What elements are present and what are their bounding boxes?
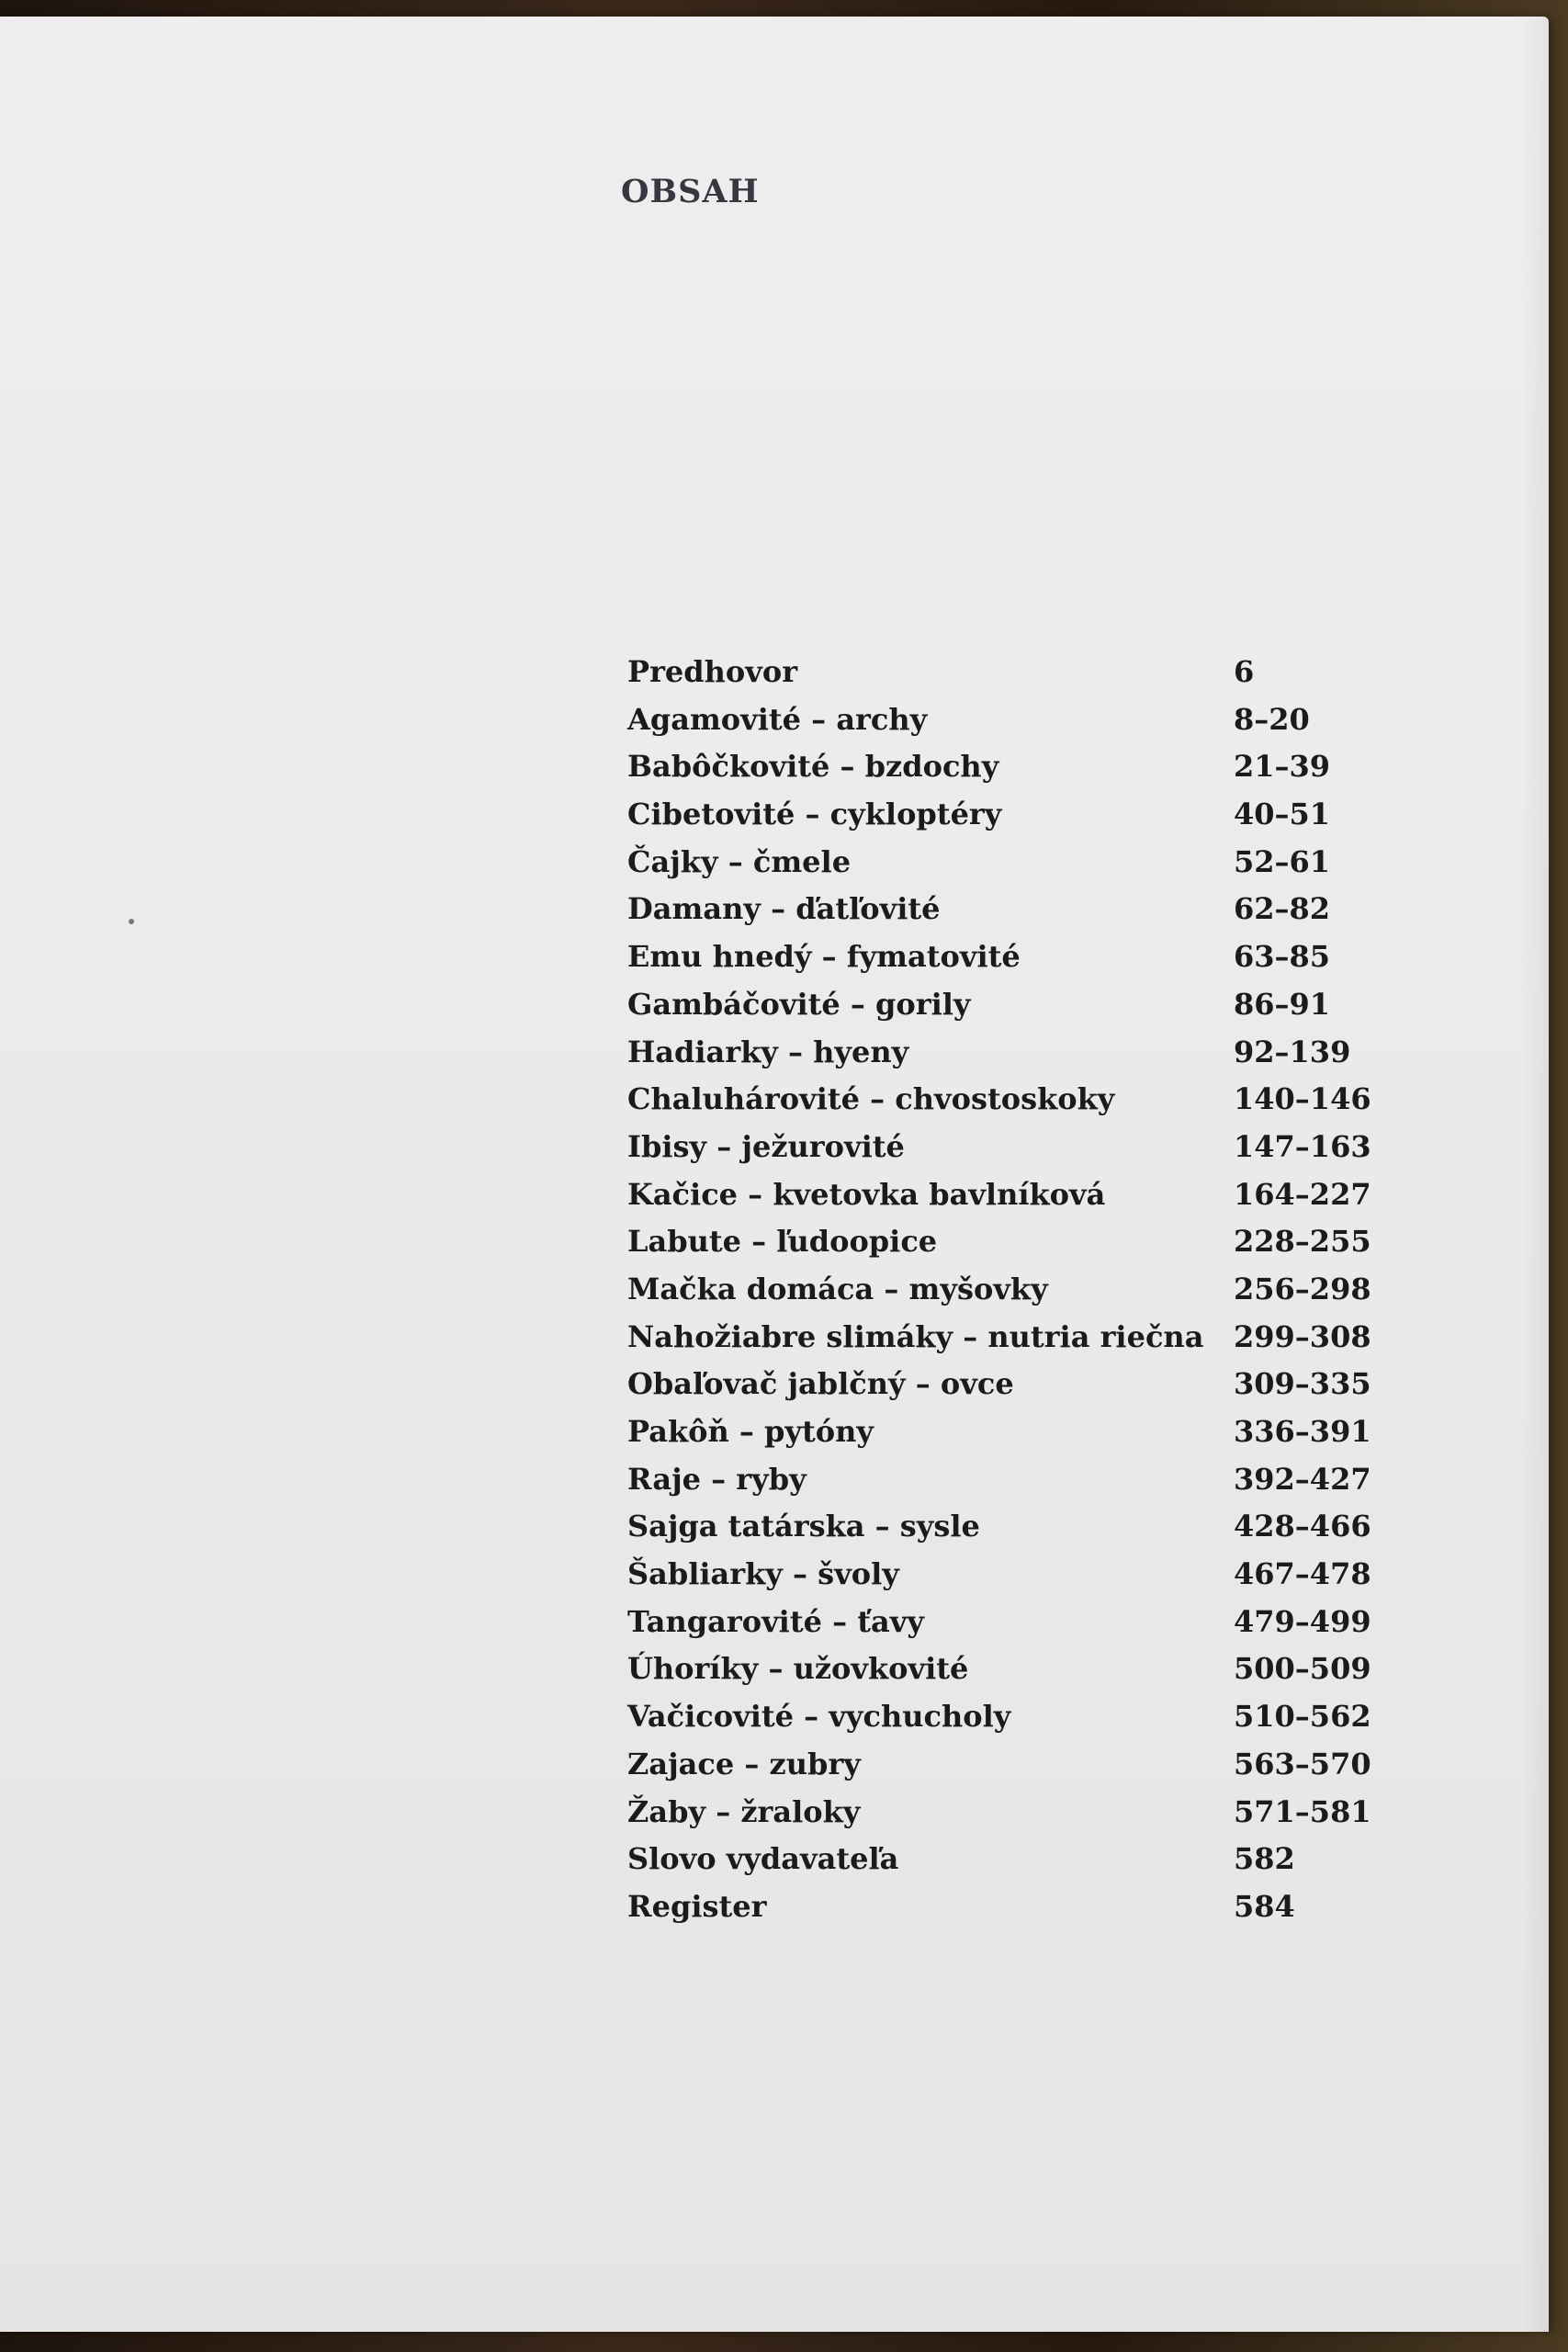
toc-entry	[627, 1171, 1436, 1219]
toc-entry-title: Zajace – zubry	[627, 1746, 861, 1781]
toc-entry-title: Pakôň – pytóny	[627, 1414, 874, 1449]
toc-entry-title: Tangarovité – ťavy	[627, 1603, 924, 1639]
toc-entry-title: Úhoríky – užovkovité	[627, 1651, 969, 1687]
toc-entry	[627, 1599, 1436, 1646]
toc-entry	[627, 1218, 1436, 1266]
toc-entry-pages: 6	[1234, 654, 1255, 689]
toc-entry-title: Hadiarky – hyeny	[627, 1034, 909, 1069]
toc-entry	[627, 1836, 1436, 1883]
toc-entry-title: Babôčkovité – bzdochy	[627, 749, 999, 785]
toc-entry	[627, 1456, 1436, 1504]
toc-entry-title: Slovo vydavateľa	[627, 1841, 899, 1877]
toc-entry-pages: 92–139	[1234, 1034, 1351, 1069]
toc-entry-pages: 40–51	[1234, 797, 1331, 832]
toc-entry-pages: 428–466	[1234, 1509, 1371, 1544]
toc-entry-title: Čajky – čmele	[627, 843, 852, 879]
toc-entry-title: Agamovité – archy	[627, 701, 928, 737]
toc-entry-pages: 140–146	[1234, 1081, 1371, 1117]
toc-entry	[627, 1361, 1436, 1408]
table-of-contents	[627, 649, 1436, 1931]
toc-entry-pages: 467–478	[1234, 1556, 1371, 1592]
toc-entry-pages: 256–298	[1234, 1271, 1371, 1306]
toc-entry	[627, 1789, 1436, 1837]
toc-entry-title: Ibisy – ježurovité	[627, 1128, 905, 1164]
book-page	[0, 17, 1549, 2332]
paper-speck	[129, 919, 134, 924]
toc-entry	[627, 743, 1436, 791]
toc-entry-pages: 392–427	[1234, 1461, 1371, 1497]
toc-entry	[627, 1693, 1436, 1741]
toc-entry-title: Kačice – kvetovka bavlníková	[627, 1176, 1106, 1212]
toc-entry-title: Predhovor	[627, 654, 798, 689]
toc-entry-title: Labute – ľudoopice	[627, 1224, 938, 1260]
toc-entry-title: Chaluhárovité – chvostoskoky	[627, 1081, 1115, 1117]
toc-entry-pages: 21–39	[1234, 749, 1331, 785]
toc-entry-pages: 309–335	[1234, 1366, 1371, 1402]
toc-entry-pages: 510–562	[1234, 1699, 1371, 1735]
toc-entry	[627, 1741, 1436, 1789]
toc-entry-pages: 500–509	[1234, 1651, 1371, 1687]
toc-entry-pages: 164–227	[1234, 1176, 1371, 1212]
toc-entry	[627, 696, 1436, 744]
toc-entry-pages: 147–163	[1234, 1128, 1371, 1164]
toc-entry-pages: 86–91	[1234, 986, 1331, 1022]
toc-entry	[627, 1883, 1436, 1931]
toc-entry	[627, 839, 1436, 887]
toc-entry-title: Register	[627, 1888, 767, 1924]
toc-entry-pages: 571–581	[1234, 1793, 1371, 1829]
toc-entry-title: Sajga tatárska – sysle	[627, 1509, 980, 1544]
toc-entry-pages: 63–85	[1234, 939, 1331, 975]
toc-entry-title: Vačicovité – vychucholy	[627, 1699, 1011, 1735]
toc-entry	[627, 886, 1436, 933]
toc-entry-pages: 479–499	[1234, 1603, 1371, 1639]
toc-entry	[627, 1029, 1436, 1077]
toc-entry	[627, 981, 1436, 1029]
toc-entry-title: Cibetovité – cykloptéry	[627, 797, 1002, 832]
toc-entry	[627, 1645, 1436, 1693]
toc-entry	[627, 1266, 1436, 1314]
toc-entry	[627, 1503, 1436, 1551]
toc-entry-pages: 336–391	[1234, 1414, 1371, 1449]
toc-entry	[627, 1314, 1436, 1362]
toc-entry-pages: 52–61	[1234, 843, 1331, 879]
toc-entry	[627, 933, 1436, 981]
toc-entry-title: Damany – ďatľovité	[627, 891, 941, 927]
toc-entry	[627, 1551, 1436, 1599]
toc-entry-title: Emu hnedý – fymatovité	[627, 939, 1021, 975]
toc-entry-title: Obaľovač jablčný – ovce	[627, 1366, 1014, 1402]
toc-entry-pages: 582	[1234, 1841, 1295, 1877]
toc-entry	[627, 791, 1436, 839]
toc-entry-pages: 584	[1234, 1888, 1295, 1924]
toc-entry-pages: 299–308	[1234, 1318, 1371, 1354]
toc-entry-title: Šabliarky – švoly	[627, 1556, 899, 1592]
toc-entry-title: Raje – ryby	[627, 1461, 807, 1497]
toc-entry	[627, 1076, 1436, 1124]
toc-entry	[627, 1124, 1436, 1171]
toc-entry-pages: 62–82	[1234, 891, 1331, 927]
toc-entry-pages: 8–20	[1234, 701, 1310, 737]
toc-entry-title: Mačka domáca – myšovky	[627, 1271, 1048, 1306]
toc-entry-title: Nahožiabre slimáky – nutria riečna	[627, 1318, 1204, 1354]
toc-entry	[627, 1408, 1436, 1456]
toc-entry-title: Žaby – žraloky	[627, 1793, 861, 1829]
toc-entry-pages: 228–255	[1234, 1224, 1371, 1260]
toc-entry	[627, 649, 1436, 696]
toc-entry-title: Gambáčovité – gorily	[627, 986, 971, 1022]
toc-entry-pages: 563–570	[1234, 1746, 1371, 1781]
page-heading: OBSAH	[621, 173, 760, 210]
